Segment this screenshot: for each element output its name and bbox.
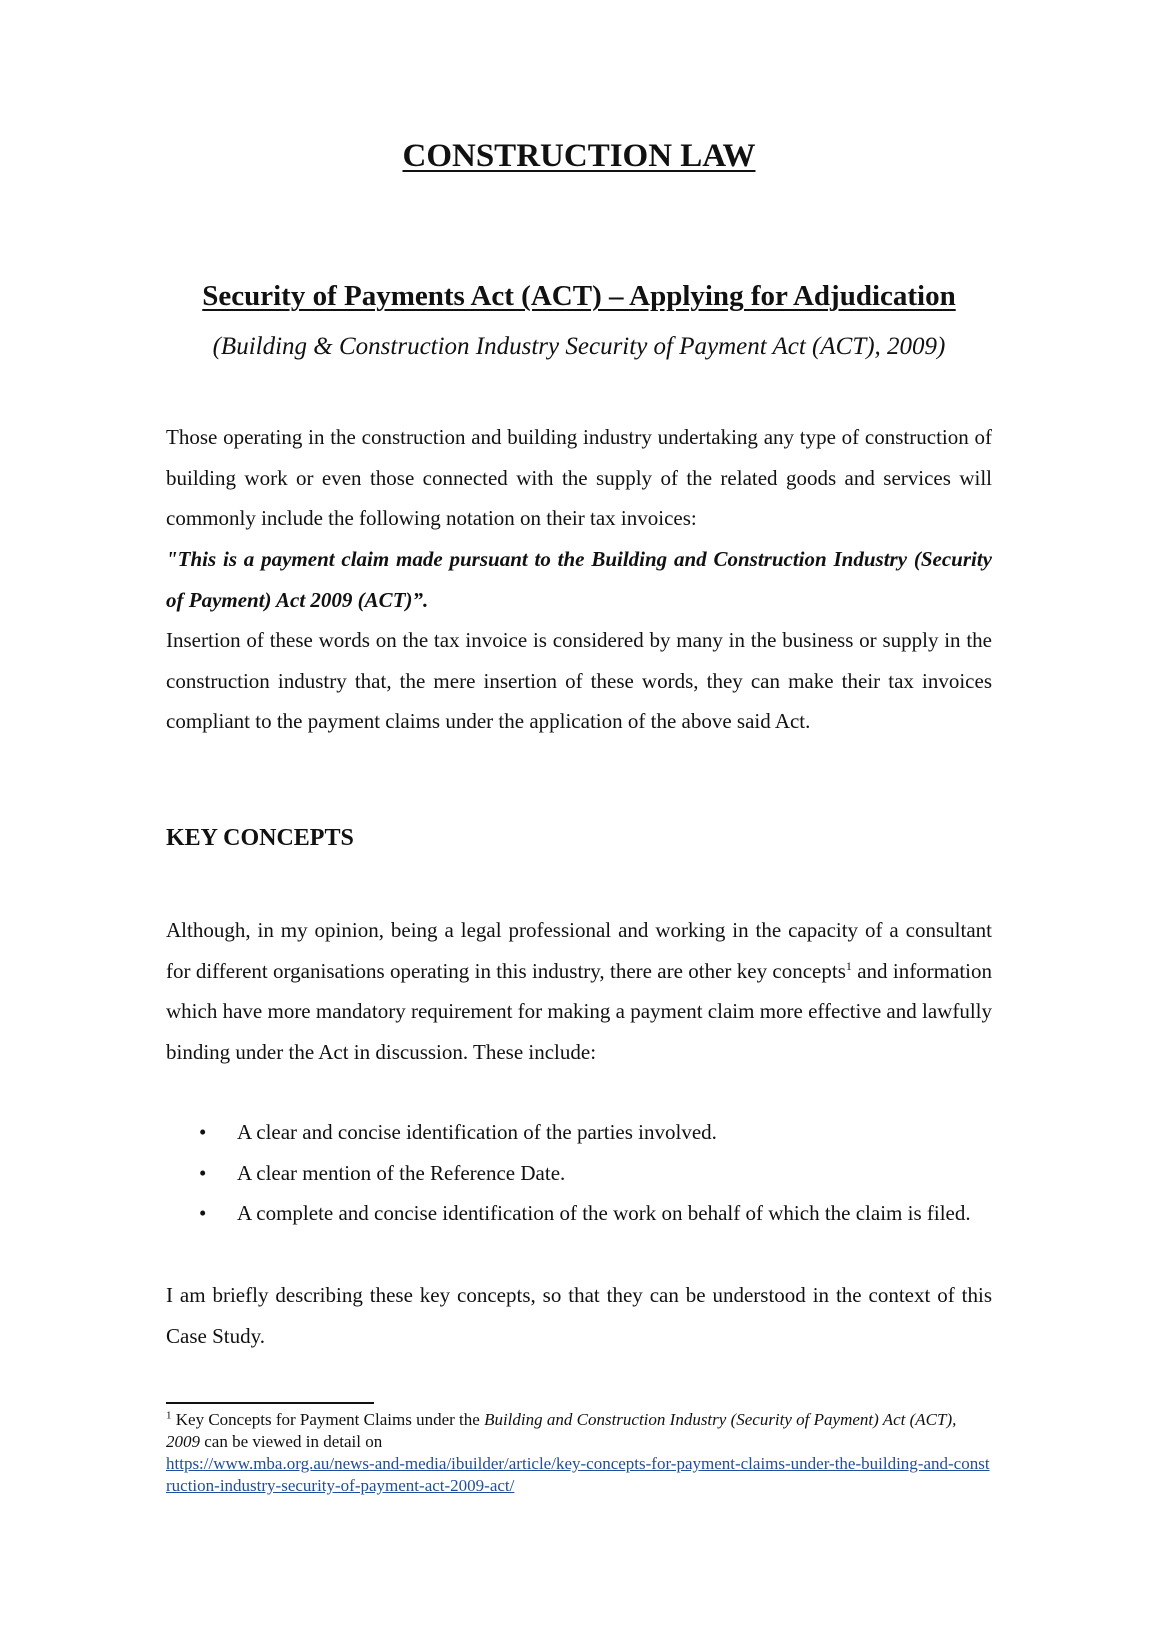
footnote-separator bbox=[166, 1402, 374, 1404]
key-concepts-list bbox=[166, 1112, 992, 1234]
footnote-link[interactable]: https://www.mba.org.au/news-and-media/ibuilder/article/key-concepts-for-payment-claims-under-the-building-and-construction-industry-security-of-payment-act-2009-act/ bbox=[166, 1454, 990, 1495]
closing-paragraph: I am briefly describing these key concepts, so that they can be understood in the context of this Case Study. bbox=[166, 1283, 992, 1348]
key-concepts-text-before: Although, in my opinion, being a legal professional and working in the capacity of a consultant for different organisations operating in this industry, there are other key concepts bbox=[166, 918, 992, 983]
list-item bbox=[166, 1153, 992, 1194]
footnote-text-before: Key Concepts for Payment Claims under the bbox=[171, 1410, 485, 1429]
list-item bbox=[166, 1112, 992, 1153]
insertion-paragraph: Insertion of these words on the tax invoice is considered by many in the business or supply in the construction industry that, the mere insertion of these words, they can make their tax invoices compliant to the payment claims under the application of the above said Act. bbox=[166, 628, 992, 733]
section-heading: Security of Payments Act (ACT) – Applying for Adjudication bbox=[202, 280, 956, 312]
key-concepts-text-after: and information which have more mandatory requirement for making a payment claim more effective and lawfully binding under the Act in discussion. These include: bbox=[166, 958, 992, 1064]
key-concepts-heading: KEY CONCEPTS bbox=[166, 825, 354, 851]
invoice-notation-quote: "This is a payment claim made pursuant to the Building and Construction Industry (Security of Payment) Act 2009 (ACT)”. bbox=[166, 547, 992, 612]
bullet-icon: • bbox=[199, 1201, 207, 1225]
footnote bbox=[166, 1409, 992, 1497]
list-item-text: A clear and concise identification of the parties involved. bbox=[237, 1120, 717, 1144]
bullet-icon: • bbox=[199, 1160, 207, 1185]
list-item-text: A complete and concise identification of the work on behalf of which the claim is filed. bbox=[237, 1201, 971, 1225]
key-concepts-paragraph bbox=[166, 910, 992, 1072]
footnote-number: 1 bbox=[166, 1409, 172, 1422]
bullet-icon: • bbox=[199, 1120, 207, 1144]
footnote-reference[interactable]: 1 bbox=[845, 958, 852, 973]
act-subtitle: (Building & Construction Industry Security of Payment Act (ACT), 2009) bbox=[212, 333, 946, 360]
list-item bbox=[166, 1193, 992, 1234]
footnote-text-after: can be viewed in detail on bbox=[200, 1432, 383, 1451]
document-title: CONSTRUCTION LAW bbox=[402, 138, 756, 174]
footnote-act-title: Building and Construction Industry (Security of Payment) Act (ACT), 2009 bbox=[166, 1410, 957, 1451]
list-item-text: A clear mention of the Reference Date. bbox=[237, 1160, 566, 1185]
intro-paragraph: Those operating in the construction and building industry undertaking any type of construction of building work or even those connected with the supply of the related goods and services will commonly include the following notation on their tax invoices: bbox=[166, 425, 992, 530]
